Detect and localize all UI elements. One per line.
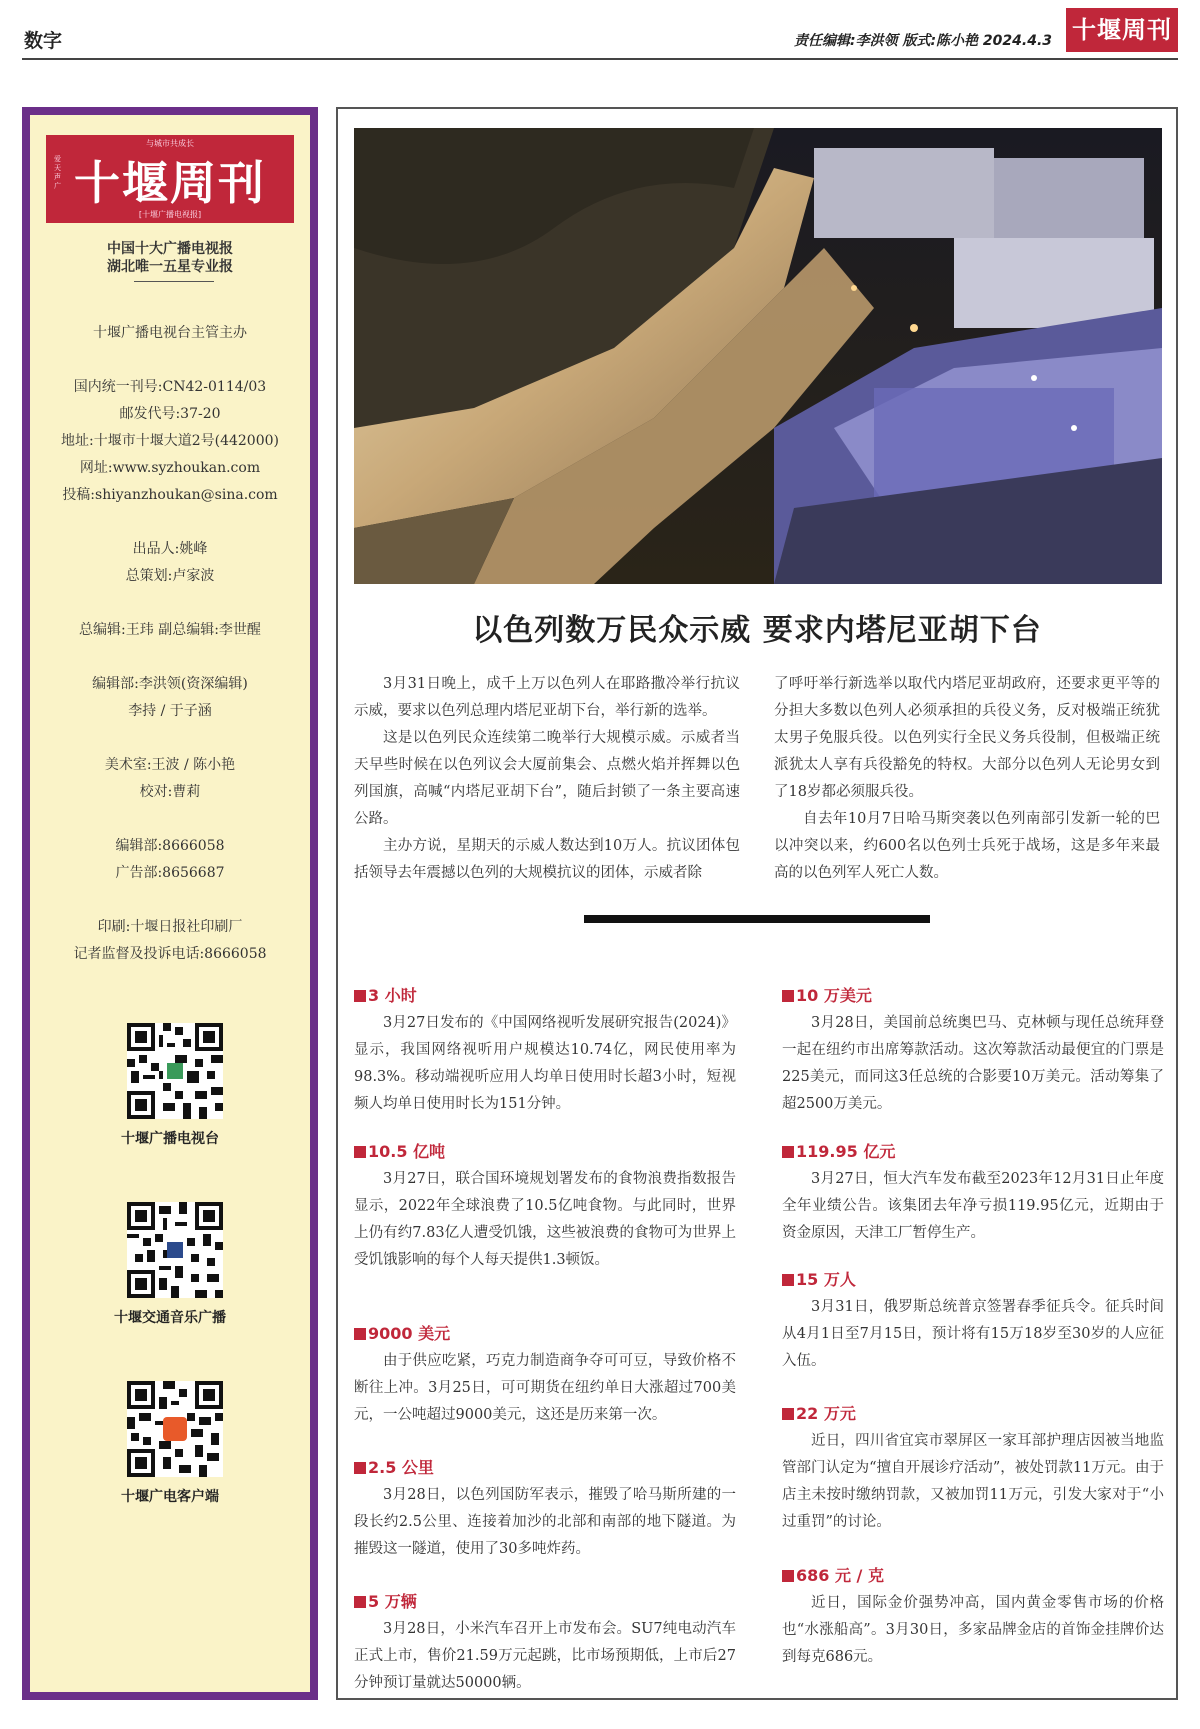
square-icon [782,990,794,1002]
header-logo: 十堰周刊 [1066,8,1178,52]
number-item [782,1267,1164,1375]
article-paragraph: 主办方说，星期天的示威人数达到10万人。抗议团体包括领导去年震撼以色列的大规模抗议的团体，示威者除 [354,838,740,881]
masthead-side: 爱天声广 [54,155,61,190]
article-right-column [774,671,1160,887]
section-divider [584,915,930,923]
square-icon [354,1462,366,1474]
number-item-text: 3月28日，以色列国防军表示，摧毁了哈马斯所建的一段长约2.5公里、连接着加沙的北部和南部的地下隧道。为摧毁这一隧道，使用了30多吨炸药。 [354,1487,736,1557]
square-icon [354,1146,366,1158]
article-left-column [354,671,740,887]
number-item [782,1563,1164,1671]
square-icon [782,1146,794,1158]
square-icon [782,1408,794,1420]
qr-label: 十堰广播电视台 [121,1131,219,1147]
number-item-text: 3月28日，小米汽车召开上市发布会。SU7纯电动汽车正式上市，售价21.59万元起跳，比市场预期低，上市后27分钟预订量就达50000辆。 [354,1621,736,1691]
section-title: 数字 [24,30,63,52]
staff-line: 出品人:姚峰 [132,541,208,557]
number-item-title: 15 万人 [782,1267,1164,1290]
number-item-title: 3 小时 [354,983,736,1006]
number-item-text: 由于供应吃紧，巧克力制造商争夺可可豆，导致价格不断往上冲。3月25日，可可期货在纽约单日大涨超过700美元，一公吨超过9000美元，这还是历来第一次。 [354,1353,736,1423]
phone-line: 编辑部:8666058 [115,838,225,854]
masthead-top: 与城市共成长 [146,139,194,148]
slogan-2: 湖北唯一五星专业报 [107,259,233,275]
qr-code[interactable] [127,1023,223,1119]
protest-photo [354,128,1162,584]
info-line: 投稿:shiyanzhoukan@sina.com [62,487,278,503]
qr-label: 十堰交通音乐广播 [114,1310,226,1326]
info-line: 地址:十堰市十堰大道2号(442000) [61,433,279,449]
masthead-title: 十堰周刊 [74,156,266,210]
square-icon [354,1328,366,1340]
article-paragraph: 这是以色列民众连续第二晚举行大规模示威。示威者当天早些时候在以色列议会大厦前集会、点燃火焰并挥舞以色列国旗，高喊“内塔尼亚胡下台”，随后封锁了一条主要高速公路。 [354,730,740,827]
staff-line: 总策划:卢家波 [125,568,215,584]
main-content [336,107,1178,1700]
phone-line: 广告部:8656687 [115,865,225,881]
staff-line: 校对:曹莉 [139,784,201,800]
number-item-title: 9000 美元 [354,1321,736,1344]
number-item-text: 3月27日，恒大汽车发布截至2023年12月31日止年度全年业绩公告。该集团去年净亏损119.95亿元，近期由于资金原因，天津工厂暂停生产。 [782,1171,1164,1241]
article-paragraph: 了呼吁举行新选举以取代内塔尼亚胡政府，还要求更平等的分担大多数以色列人必须承担的兵役义务，反对极端正统犹太男子免服兵役。以色列实行全民义务兵役制，但极端正统派犹太人享有兵役豁免的特权。大部分以色列人无论男女到了18岁都必须服兵役。 [774,676,1160,800]
square-icon [782,1274,794,1286]
number-item-title: 10.5 亿吨 [354,1139,736,1162]
number-item-text: 3月27日，联合国环境规划署发布的食物浪费指数报告显示，2022年全球浪费了10.5亿吨食物。与此同时，世界上仍有约7.83亿人遭受饥饿，这些被浪费的食物可为世界上受饥饿影响的每个人每天提供1.3顿饭。 [354,1171,736,1268]
square-icon [354,990,366,1002]
info-line: 邮发代号:37-20 [119,406,221,422]
slogan-1: 中国十大广播电视报 [107,241,233,257]
number-item [354,1139,736,1274]
number-item-text: 近日，四川省宜宾市翠屏区一家耳部护理店因被当地监管部门认定为“擅自开展诊疗活动”，被处罚款11万元。由于店主未按时缴纳罚款，又被加罚11万元，引发大家对于“小过重罚”的讨论。 [782,1433,1164,1530]
qr-code[interactable] [127,1381,223,1477]
number-item-text: 3月27日发布的《中国网络视听发展研究报告(2024)》显示，我国网络视听用户规模达10.74亿，网民使用率为98.3%。移动端视听应用人均单日使用时长超3小时，短视频人均单日使用时长为151分钟。 [354,1015,736,1112]
number-item-text: 3月31日，俄罗斯总统普京签署春季征兵令。征兵时间从4月1日至7月15日，预计将有15万18岁至30岁的人应征入伍。 [782,1299,1164,1369]
sidebar [22,107,318,1700]
staff-line: 总编辑:王玮 副总编辑:李世醒 [79,622,261,638]
divider [134,281,214,282]
masthead [46,135,294,223]
number-item-title: 5 万辆 [354,1589,736,1612]
square-icon [354,1596,366,1608]
staff-line: 美术室:王波 / 陈小艳 [104,757,236,773]
square-icon [782,1570,794,1582]
number-item-title: 686 元 / 克 [782,1563,1164,1586]
print-line: 印刷:十堰日报社印刷厂 [97,919,243,935]
print-line: 记者监督及投诉电话:8666058 [73,946,267,962]
qr-code[interactable] [127,1202,223,1298]
number-item-title: 22 万元 [782,1401,1164,1424]
number-item-text: 近日，国际金价强势冲高，国内黄金零售市场的价格也“水涨船高”。3月30日，多家品牌金店的首饰金挂牌价达到每克686元。 [782,1595,1164,1665]
number-item [354,983,736,1118]
number-item [782,1139,1164,1247]
number-item [354,1321,736,1429]
number-item [782,1401,1164,1536]
masthead-sub: [十堰广播电视报] [138,210,202,219]
page-header [22,0,1178,60]
editor-credits: 责任编辑:李洪领 版式:陈小艳 2024.4.3 [793,33,1052,49]
info-line: 国内统一刊号:CN42-0114/03 [73,379,267,395]
staff-line: 编辑部:李洪领(资深编辑) [92,676,248,692]
number-item [782,983,1164,1118]
number-item-title: 119.95 亿元 [782,1139,1164,1162]
info-line: 网址:www.syzhoukan.com [79,460,261,476]
article-headline: 以色列数万民众示威 要求内塔尼亚胡下台 [472,613,1042,648]
staff-line: 李持 / 于子涵 [128,703,212,719]
number-item-title: 10 万美元 [782,983,1164,1006]
article-paragraph: 自去年10月7日哈马斯突袭以色列南部引发新一轮的巴以冲突以来，约600名以色列士兵死于战场，这是多年来最高的以色列军人死亡人数。 [774,811,1160,881]
number-item [354,1455,736,1563]
qr-label: 十堰广电客户端 [121,1489,219,1505]
article-paragraph: 3月31日晚上，成千上万以色列人在耶路撒冷举行抗议示威，要求以色列总理内塔尼亚胡下台，举行新的选举。 [354,676,740,719]
sponsor: 十堰广播电视台主管主办 [93,325,247,341]
number-item-title: 2.5 公里 [354,1455,736,1478]
number-item-text: 3月28日，美国前总统奥巴马、克林顿与现任总统拜登一起在纽约市出席筹款活动。这次筹款活动最便宜的门票是225美元，而同这3任总统的合影要10万美元。活动筹集了超2500万美元。 [782,1015,1164,1112]
number-item [354,1589,736,1697]
